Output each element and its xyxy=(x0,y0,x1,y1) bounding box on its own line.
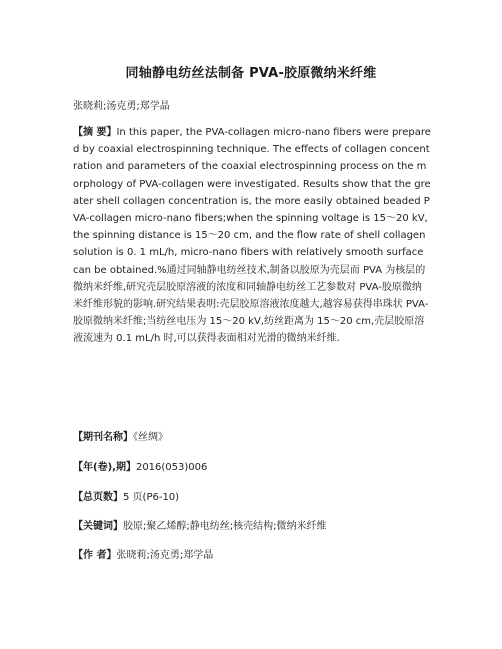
author-field xyxy=(73,546,213,561)
issue-label: 【年(卷),期】 xyxy=(73,462,136,473)
abstract-paragraph xyxy=(73,124,431,348)
document-title: 同轴静电纺丝法制备 PVA-胶原微纳米纤维 xyxy=(125,66,377,81)
keywords-value: 胶原;聚乙烯醇;静电纺丝;核壳结构;微纳米纤维 xyxy=(123,521,327,532)
author-label: 【作 者】 xyxy=(73,550,117,561)
abstract-label: 【摘 要】 xyxy=(73,127,117,138)
page-count-label: 【总页数】 xyxy=(73,492,123,503)
journal-name-label: 【期刊名称】 xyxy=(73,432,133,443)
journal-name-value: 《丝绸》 xyxy=(133,432,168,443)
abstract-text: In this paper, the PVA-collagen micro-nano fibers were prepared by coaxial electrospinning technique. The effects of collagen concentration and parameters of the coaxial electrospinning process on the morphology of PVA-collagen were investigated. Results show that the greater shell collagen concentration is, the more easily obtained beaded PVA-collagen micro-nano fibers;when the spinning voltage is 15～20 kV, the spinning distance is 15～20 cm, and the flow rate of shell collagen solution is 0. 1 mL/h, micro-nano fibers with relatively smooth surface can be obtained.%通过同轴静电纺丝技术,制备以胶原为壳层而 PVA 为核层的微纳米纤维,研究壳层胶原溶液的浓度和同轴静电纺丝工艺参数对 PVA-胶原微纳米纤维形貌的影响.研究结果表明:壳层胶原溶液浓度越大,越容易获得串珠状 PVA-胶原微纳米纤维;当纺丝电压为 15～20 kV,纺丝距离为 15～20 cm,壳层胶原溶液流速为 0.1 mL/h 时,可以获得表面相对光滑的微纳米纤维. xyxy=(73,127,431,345)
issue-field xyxy=(73,458,207,473)
page-count-field xyxy=(73,488,179,503)
author-list: 张晓莉;汤克勇;郑学晶 xyxy=(73,101,170,112)
journal-name-field xyxy=(73,428,168,443)
author-value: 张晓莉;汤克勇;郑学晶 xyxy=(116,550,214,561)
keywords-label: 【关键词】 xyxy=(73,521,123,532)
page-count-value: 5 页(P6-10) xyxy=(123,492,180,503)
keywords-field xyxy=(73,517,326,532)
issue-value: 2016(053)006 xyxy=(135,462,208,473)
